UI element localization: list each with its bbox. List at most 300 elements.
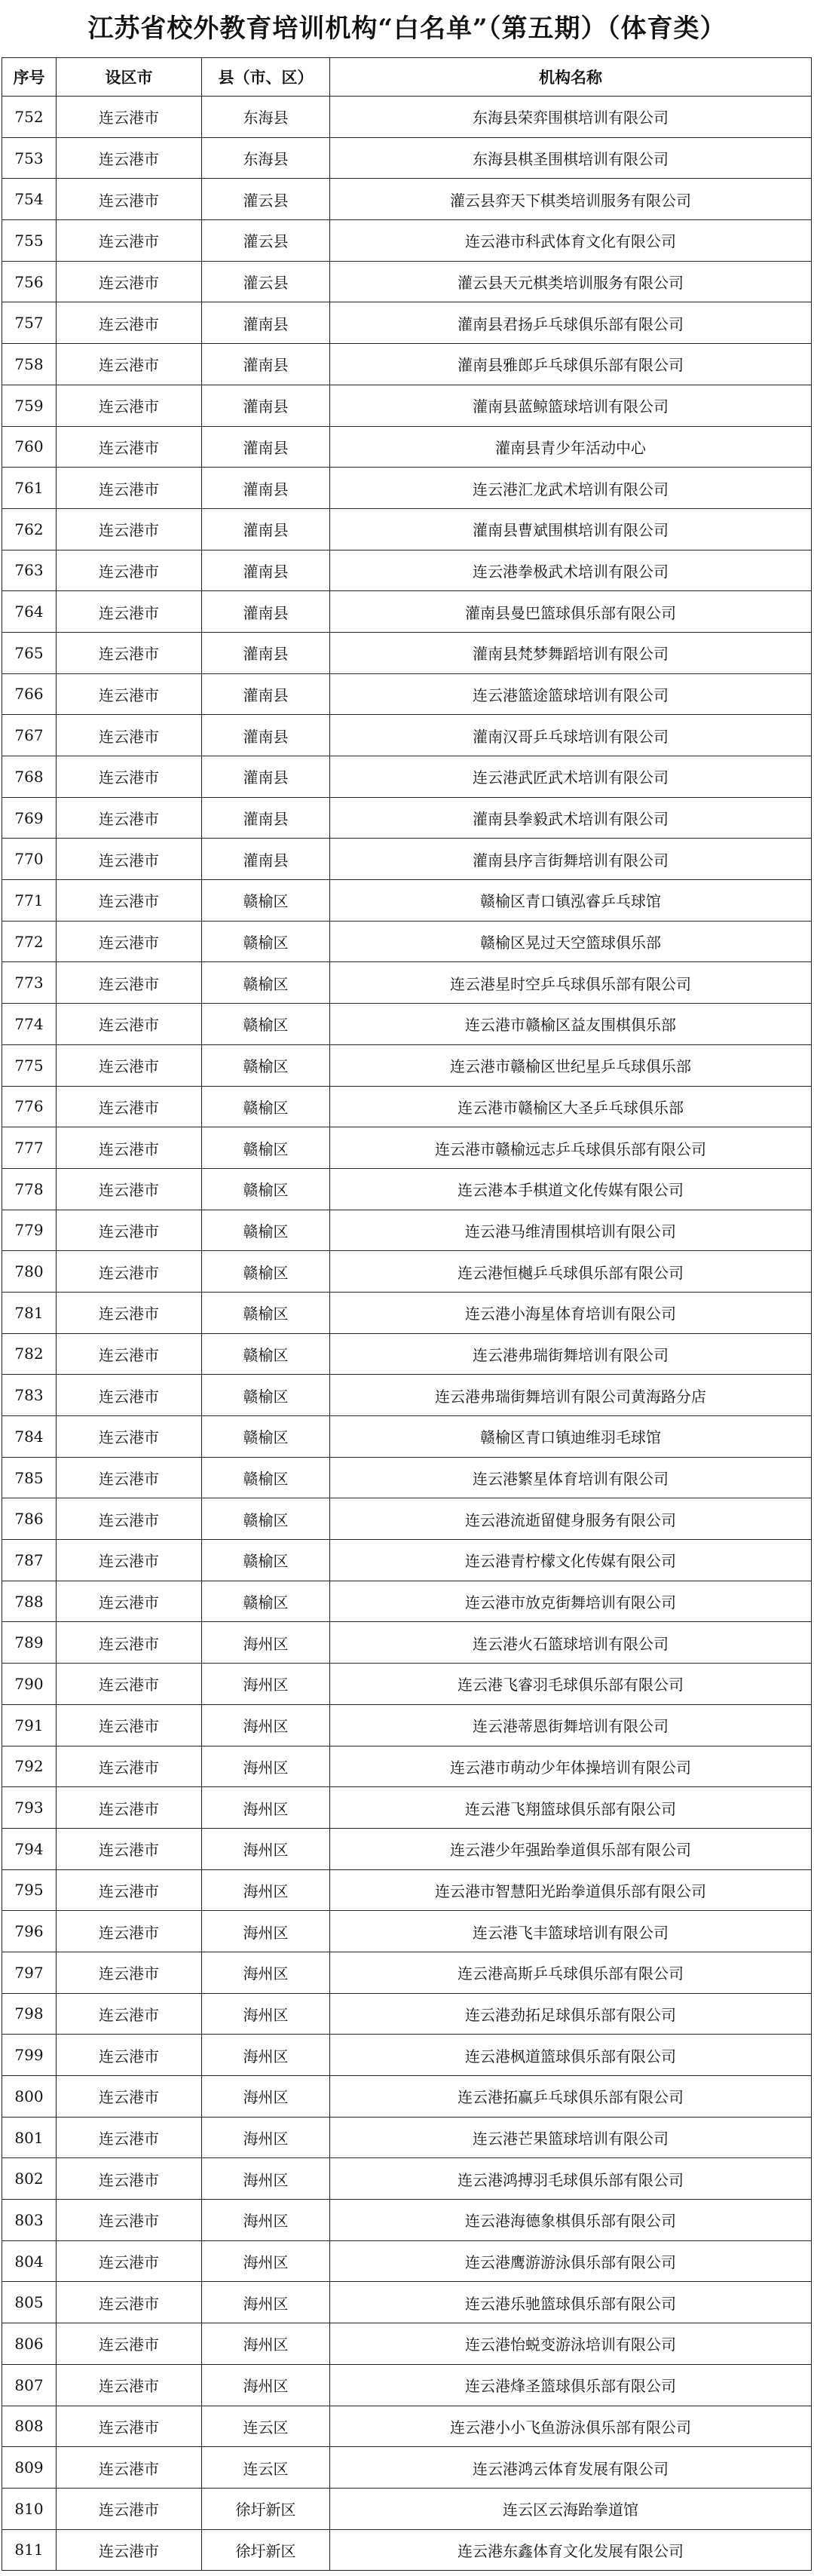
row-city: 连云港市 xyxy=(57,508,202,550)
table-header-row xyxy=(2,58,812,97)
row-number: 779 xyxy=(2,1210,57,1251)
row-county: 海州区 xyxy=(202,1746,330,1787)
row-number: 796 xyxy=(2,1911,57,1952)
row-number: 764 xyxy=(2,591,57,633)
row-org-name: 灌南县雅郎乒乓球俱乐部有限公司 xyxy=(330,344,812,385)
table-row xyxy=(2,1086,812,1127)
row-org-name: 灌南县蓝鲸篮球培训有限公司 xyxy=(330,385,812,426)
row-org-name: 连云港少年强跆拳道俱乐部有限公司 xyxy=(330,1828,812,1869)
row-county: 赣榆区 xyxy=(202,1416,330,1458)
row-number: 772 xyxy=(2,921,57,962)
row-city: 连云港市 xyxy=(57,2529,202,2571)
row-county: 赣榆区 xyxy=(202,1333,330,1375)
row-county: 赣榆区 xyxy=(202,1004,330,1045)
row-county: 东海县 xyxy=(202,137,330,179)
row-number: 784 xyxy=(2,1416,57,1458)
row-number: 801 xyxy=(2,2117,57,2158)
row-number: 771 xyxy=(2,880,57,922)
row-org-name: 东海县棋圣围棋培训有限公司 xyxy=(330,137,812,179)
table-row xyxy=(2,1746,812,1787)
row-number: 776 xyxy=(2,1086,57,1127)
row-city: 连云港市 xyxy=(57,1416,202,1458)
table-row xyxy=(2,385,812,426)
row-number: 790 xyxy=(2,1664,57,1705)
row-org-name: 灌南县曼巴篮球俱乐部有限公司 xyxy=(330,591,812,633)
row-city: 连云港市 xyxy=(57,1952,202,1993)
table-row xyxy=(2,2117,812,2158)
table-row xyxy=(2,137,812,179)
table-row xyxy=(2,1581,812,1622)
row-number: 800 xyxy=(2,2076,57,2118)
row-county: 赣榆区 xyxy=(202,1251,330,1293)
row-city: 连云港市 xyxy=(57,550,202,591)
row-number: 809 xyxy=(2,2447,57,2489)
row-number: 760 xyxy=(2,426,57,468)
table-row xyxy=(2,921,812,962)
row-county: 灌南县 xyxy=(202,508,330,550)
row-city: 连云港市 xyxy=(57,1869,202,1911)
row-number: 786 xyxy=(2,1498,57,1540)
row-org-name: 连云港高斯乒乓球俱乐部有限公司 xyxy=(330,1952,812,1993)
row-city: 连云港市 xyxy=(57,1498,202,1540)
row-county: 赣榆区 xyxy=(202,1581,330,1622)
table-row xyxy=(2,1210,812,1251)
table-body xyxy=(2,97,812,2571)
row-org-name: 连云港蒂恩街舞培训有限公司 xyxy=(330,1704,812,1746)
row-city: 连云港市 xyxy=(57,1168,202,1210)
row-city: 连云港市 xyxy=(57,1457,202,1498)
row-city: 连云港市 xyxy=(57,756,202,798)
row-county: 赣榆区 xyxy=(202,1127,330,1169)
table-row xyxy=(2,756,812,798)
row-county: 海州区 xyxy=(202,2158,330,2200)
row-city: 连云港市 xyxy=(57,2035,202,2076)
table-row xyxy=(2,2529,812,2571)
row-county: 赣榆区 xyxy=(202,1375,330,1416)
table-row xyxy=(2,2406,812,2447)
table-row xyxy=(2,1416,812,1458)
row-org-name: 连云港市科武体育文化有限公司 xyxy=(330,220,812,262)
row-org-name: 连云港鹰游游泳俱乐部有限公司 xyxy=(330,2240,812,2282)
row-org-name: 连云港弗瑞街舞培训有限公司黄海路分店 xyxy=(330,1375,812,1416)
table-row xyxy=(2,1168,812,1210)
header-county: 县（市、区） xyxy=(202,58,330,97)
row-org-name: 连云港芒果篮球培训有限公司 xyxy=(330,2117,812,2158)
row-number: 765 xyxy=(2,632,57,673)
table-row xyxy=(2,2447,812,2489)
row-city: 连云港市 xyxy=(57,1251,202,1293)
table-row xyxy=(2,426,812,468)
row-org-name: 连云港市赣榆区益友围棋俱乐部 xyxy=(330,1004,812,1045)
row-org-name: 连云港烽圣篮球俱乐部有限公司 xyxy=(330,2364,812,2406)
row-county: 赣榆区 xyxy=(202,880,330,922)
row-number: 792 xyxy=(2,1746,57,1787)
row-county: 海州区 xyxy=(202,2076,330,2118)
table-row xyxy=(2,468,812,509)
row-org-name: 连云港马维清围棋培训有限公司 xyxy=(330,1210,812,1251)
table-row xyxy=(2,1869,812,1911)
row-org-name: 连云港市智慧阳光跆拳道俱乐部有限公司 xyxy=(330,1869,812,1911)
row-org-name: 连云港青柠檬文化传媒有限公司 xyxy=(330,1540,812,1581)
row-city: 连云港市 xyxy=(57,1622,202,1664)
table-row xyxy=(2,2158,812,2200)
row-org-name: 灌云县弈天下棋类培训服务有限公司 xyxy=(330,179,812,220)
row-city: 连云港市 xyxy=(57,2200,202,2241)
row-number: 795 xyxy=(2,1869,57,1911)
row-org-name: 灌南县青少年活动中心 xyxy=(330,426,812,468)
row-county: 海州区 xyxy=(202,1869,330,1911)
row-org-name: 赣榆区青口镇迪维羽毛球馆 xyxy=(330,1416,812,1458)
row-city: 连云港市 xyxy=(57,426,202,468)
row-number: 798 xyxy=(2,1993,57,2035)
row-city: 连云港市 xyxy=(57,2158,202,2200)
row-city: 连云港市 xyxy=(57,1044,202,1086)
row-org-name: 灌南汉哥乒乓球培训有限公司 xyxy=(330,715,812,756)
table-row xyxy=(2,839,812,880)
row-county: 灌云县 xyxy=(202,220,330,262)
row-city: 连云港市 xyxy=(57,962,202,1004)
row-county: 灌云县 xyxy=(202,179,330,220)
row-city: 连云港市 xyxy=(57,344,202,385)
row-number: 810 xyxy=(2,2488,57,2529)
row-org-name: 连云港市放克街舞培训有限公司 xyxy=(330,1581,812,1622)
row-number: 752 xyxy=(2,97,57,138)
row-city: 连云港市 xyxy=(57,2282,202,2323)
row-number: 787 xyxy=(2,1540,57,1581)
row-org-name: 灌南县拳毅武术培训有限公司 xyxy=(330,797,812,839)
row-number: 758 xyxy=(2,344,57,385)
table-row xyxy=(2,1004,812,1045)
row-city: 连云港市 xyxy=(57,2406,202,2447)
row-org-name: 灌南县曹斌围棋培训有限公司 xyxy=(330,508,812,550)
row-org-name: 连云港飞翔篮球俱乐部有限公司 xyxy=(330,1787,812,1829)
row-city: 连云港市 xyxy=(57,2323,202,2365)
row-county: 灌南县 xyxy=(202,756,330,798)
row-county: 赣榆区 xyxy=(202,1044,330,1086)
table-row xyxy=(2,261,812,302)
row-number: 789 xyxy=(2,1622,57,1664)
row-org-name: 连云港枫道篮球俱乐部有限公司 xyxy=(330,2035,812,2076)
row-city: 连云港市 xyxy=(57,1828,202,1869)
row-county: 海州区 xyxy=(202,1622,330,1664)
row-city: 连云港市 xyxy=(57,632,202,673)
row-number: 799 xyxy=(2,2035,57,2076)
row-org-name: 东海县荣弈围棋培训有限公司 xyxy=(330,97,812,138)
row-county: 海州区 xyxy=(202,1952,330,1993)
row-number: 791 xyxy=(2,1704,57,1746)
row-county: 东海县 xyxy=(202,97,330,138)
row-county: 海州区 xyxy=(202,2282,330,2323)
row-number: 756 xyxy=(2,261,57,302)
row-city: 连云港市 xyxy=(57,1375,202,1416)
row-county: 海州区 xyxy=(202,1993,330,2035)
table-row xyxy=(2,1292,812,1333)
row-org-name: 赣榆区青口镇泓睿乒乓球馆 xyxy=(330,880,812,922)
row-county: 海州区 xyxy=(202,1828,330,1869)
table-row xyxy=(2,1952,812,1993)
row-city: 连云港市 xyxy=(57,385,202,426)
table-row xyxy=(2,1828,812,1869)
row-org-name: 连云港怡蜕变游泳培训有限公司 xyxy=(330,2323,812,2365)
table-row xyxy=(2,220,812,262)
row-org-name: 灌南县序言街舞培训有限公司 xyxy=(330,839,812,880)
row-org-name: 连云港劲拓足球俱乐部有限公司 xyxy=(330,1993,812,2035)
row-county: 海州区 xyxy=(202,2364,330,2406)
header-city: 设区市 xyxy=(57,58,202,97)
row-county: 灌南县 xyxy=(202,344,330,385)
row-county: 海州区 xyxy=(202,1664,330,1705)
row-county: 灌南县 xyxy=(202,797,330,839)
row-city: 连云港市 xyxy=(57,1540,202,1581)
row-county: 海州区 xyxy=(202,2323,330,2365)
table-row xyxy=(2,1787,812,1829)
row-number: 785 xyxy=(2,1457,57,1498)
row-org-name: 连云港星时空乒乓球俱乐部有限公司 xyxy=(330,962,812,1004)
row-city: 连云港市 xyxy=(57,468,202,509)
row-city: 连云港市 xyxy=(57,2240,202,2282)
row-city: 连云港市 xyxy=(57,1704,202,1746)
row-org-name: 连云港拳极武术培训有限公司 xyxy=(330,550,812,591)
row-org-name: 连云港市赣榆远志乒乓球俱乐部有限公司 xyxy=(330,1127,812,1169)
row-city: 连云港市 xyxy=(57,2117,202,2158)
row-city: 连云港市 xyxy=(57,1210,202,1251)
row-number: 808 xyxy=(2,2406,57,2447)
row-number: 759 xyxy=(2,385,57,426)
row-number: 811 xyxy=(2,2529,57,2571)
row-org-name: 连云港拓赢乒乓球俱乐部有限公司 xyxy=(330,2076,812,2118)
row-county: 连云区 xyxy=(202,2406,330,2447)
row-org-name: 连云港汇龙武术培训有限公司 xyxy=(330,468,812,509)
table-row xyxy=(2,797,812,839)
page-title: 江苏省校外教育培训机构“白名单”（第五期）（体育类） xyxy=(87,14,727,44)
row-number: 757 xyxy=(2,302,57,344)
row-number: 762 xyxy=(2,508,57,550)
row-city: 连云港市 xyxy=(57,2488,202,2529)
row-county: 赣榆区 xyxy=(202,962,330,1004)
row-number: 803 xyxy=(2,2200,57,2241)
table-row xyxy=(2,2240,812,2282)
table-row xyxy=(2,632,812,673)
row-number: 768 xyxy=(2,756,57,798)
row-county: 海州区 xyxy=(202,2200,330,2241)
row-city: 连云港市 xyxy=(57,1581,202,1622)
table-row xyxy=(2,1375,812,1416)
row-number: 805 xyxy=(2,2282,57,2323)
table-row xyxy=(2,1911,812,1952)
table-row xyxy=(2,1540,812,1581)
table-row xyxy=(2,2076,812,2118)
row-org-name: 连云港东鑫体育文化发展有限公司 xyxy=(330,2529,812,2571)
table-row xyxy=(2,1251,812,1293)
table-row xyxy=(2,880,812,922)
row-number: 804 xyxy=(2,2240,57,2282)
row-city: 连云港市 xyxy=(57,673,202,715)
row-city: 连云港市 xyxy=(57,179,202,220)
row-county: 灌南县 xyxy=(202,632,330,673)
row-county: 连云区 xyxy=(202,2447,330,2489)
row-county: 灌南县 xyxy=(202,426,330,468)
row-number: 766 xyxy=(2,673,57,715)
row-city: 连云港市 xyxy=(57,137,202,179)
row-number: 754 xyxy=(2,179,57,220)
row-county: 海州区 xyxy=(202,2035,330,2076)
row-number: 777 xyxy=(2,1127,57,1169)
row-city: 连云港市 xyxy=(57,921,202,962)
row-county: 赣榆区 xyxy=(202,1498,330,1540)
row-org-name: 连云港恒樾乒乓球俱乐部有限公司 xyxy=(330,1251,812,1293)
header-no: 序号 xyxy=(2,58,57,97)
row-number: 782 xyxy=(2,1333,57,1375)
table-row xyxy=(2,1993,812,2035)
row-county: 海州区 xyxy=(202,1787,330,1829)
row-city: 连云港市 xyxy=(57,839,202,880)
row-number: 797 xyxy=(2,1952,57,1993)
table-row xyxy=(2,1664,812,1705)
row-number: 775 xyxy=(2,1044,57,1086)
row-county: 灌云县 xyxy=(202,261,330,302)
row-city: 连云港市 xyxy=(57,1911,202,1952)
row-county: 海州区 xyxy=(202,2240,330,2282)
row-org-name: 灌云县天元棋类培训服务有限公司 xyxy=(330,261,812,302)
row-county: 海州区 xyxy=(202,1704,330,1746)
row-org-name: 连云区云海跆拳道馆 xyxy=(330,2488,812,2529)
row-org-name: 连云港弗瑞街舞培训有限公司 xyxy=(330,1333,812,1375)
whitelist-table xyxy=(2,57,812,2571)
row-city: 连云港市 xyxy=(57,880,202,922)
row-city: 连云港市 xyxy=(57,1127,202,1169)
table-row xyxy=(2,2200,812,2241)
row-city: 连云港市 xyxy=(57,591,202,633)
row-city: 连云港市 xyxy=(57,2076,202,2118)
table-row xyxy=(2,1704,812,1746)
row-city: 连云港市 xyxy=(57,261,202,302)
table-row xyxy=(2,673,812,715)
row-org-name: 连云港飞睿羽毛球俱乐部有限公司 xyxy=(330,1664,812,1705)
row-org-name: 连云港小海星体育培训有限公司 xyxy=(330,1292,812,1333)
row-county: 灌南县 xyxy=(202,385,330,426)
row-county: 赣榆区 xyxy=(202,1168,330,1210)
row-county: 赣榆区 xyxy=(202,1210,330,1251)
row-city: 连云港市 xyxy=(57,1993,202,2035)
table-row xyxy=(2,2364,812,2406)
row-county: 灌南县 xyxy=(202,715,330,756)
row-org-name: 灌南县梵梦舞蹈培训有限公司 xyxy=(330,632,812,673)
table-row xyxy=(2,550,812,591)
row-number: 763 xyxy=(2,550,57,591)
row-city: 连云港市 xyxy=(57,1787,202,1829)
row-city: 连云港市 xyxy=(57,1004,202,1045)
row-city: 连云港市 xyxy=(57,797,202,839)
table-row xyxy=(2,508,812,550)
row-county: 灌南县 xyxy=(202,591,330,633)
table-row xyxy=(2,1622,812,1664)
table-row xyxy=(2,1044,812,1086)
row-number: 774 xyxy=(2,1004,57,1045)
table-row xyxy=(2,2035,812,2076)
row-number: 769 xyxy=(2,797,57,839)
row-city: 连云港市 xyxy=(57,2364,202,2406)
row-number: 788 xyxy=(2,1581,57,1622)
row-number: 773 xyxy=(2,962,57,1004)
row-number: 770 xyxy=(2,839,57,880)
row-org-name: 连云港飞丰篮球培训有限公司 xyxy=(330,1911,812,1952)
row-city: 连云港市 xyxy=(57,1664,202,1705)
table-row xyxy=(2,2323,812,2365)
row-number: 767 xyxy=(2,715,57,756)
row-org-name: 连云港流逝留健身服务有限公司 xyxy=(330,1498,812,1540)
table-row xyxy=(2,1127,812,1169)
row-org-name: 连云港市赣榆区大圣乒乓球俱乐部 xyxy=(330,1086,812,1127)
table-row xyxy=(2,1333,812,1375)
row-county: 灌南县 xyxy=(202,839,330,880)
row-org-name: 连云港海德象棋俱乐部有限公司 xyxy=(330,2200,812,2241)
row-number: 761 xyxy=(2,468,57,509)
row-city: 连云港市 xyxy=(57,97,202,138)
table-row xyxy=(2,302,812,344)
row-county: 灌南县 xyxy=(202,673,330,715)
row-city: 连云港市 xyxy=(57,302,202,344)
row-county: 赣榆区 xyxy=(202,1086,330,1127)
row-city: 连云港市 xyxy=(57,1292,202,1333)
row-number: 781 xyxy=(2,1292,57,1333)
row-county: 徐圩新区 xyxy=(202,2529,330,2571)
table-row xyxy=(2,962,812,1004)
row-org-name: 连云港市赣榆区世纪星乒乓球俱乐部 xyxy=(330,1044,812,1086)
row-county: 海州区 xyxy=(202,1911,330,1952)
row-org-name: 连云港本手棋道文化传媒有限公司 xyxy=(330,1168,812,1210)
table-row xyxy=(2,179,812,220)
row-number: 755 xyxy=(2,220,57,262)
row-number: 793 xyxy=(2,1787,57,1829)
table-row xyxy=(2,97,812,138)
row-city: 连云港市 xyxy=(57,2447,202,2489)
row-number: 802 xyxy=(2,2158,57,2200)
table-row xyxy=(2,591,812,633)
row-county: 徐圩新区 xyxy=(202,2488,330,2529)
row-county: 灌南县 xyxy=(202,550,330,591)
table-row xyxy=(2,344,812,385)
row-org-name: 连云港鸿云体育发展有限公司 xyxy=(330,2447,812,2489)
table-row xyxy=(2,1457,812,1498)
row-city: 连云港市 xyxy=(57,220,202,262)
table-row xyxy=(2,2488,812,2529)
row-city: 连云港市 xyxy=(57,1746,202,1787)
row-org-name: 连云港乐驰篮球俱乐部有限公司 xyxy=(330,2282,812,2323)
row-county: 赣榆区 xyxy=(202,1292,330,1333)
row-org-name: 连云港小小飞鱼游泳俱乐部有限公司 xyxy=(330,2406,812,2447)
row-number: 807 xyxy=(2,2364,57,2406)
row-org-name: 连云港武匠武术培训有限公司 xyxy=(330,756,812,798)
row-city: 连云港市 xyxy=(57,715,202,756)
table-row xyxy=(2,2282,812,2323)
row-number: 780 xyxy=(2,1251,57,1293)
row-county: 海州区 xyxy=(202,2117,330,2158)
row-county: 赣榆区 xyxy=(202,1540,330,1581)
row-number: 778 xyxy=(2,1168,57,1210)
row-org-name: 赣榆区晃过天空篮球俱乐部 xyxy=(330,921,812,962)
row-org-name: 连云港繁星体育培训有限公司 xyxy=(330,1457,812,1498)
row-county: 赣榆区 xyxy=(202,1457,330,1498)
row-org-name: 连云港火石篮球培训有限公司 xyxy=(330,1622,812,1664)
table-row xyxy=(2,715,812,756)
header-org: 机构名称 xyxy=(330,58,812,97)
row-org-name: 连云港鸿搏羽毛球俱乐部有限公司 xyxy=(330,2158,812,2200)
row-org-name: 连云港篮途篮球培训有限公司 xyxy=(330,673,812,715)
row-number: 806 xyxy=(2,2323,57,2365)
row-org-name: 灌南县君扬乒乓球俱乐部有限公司 xyxy=(330,302,812,344)
row-number: 753 xyxy=(2,137,57,179)
table-row xyxy=(2,1498,812,1540)
